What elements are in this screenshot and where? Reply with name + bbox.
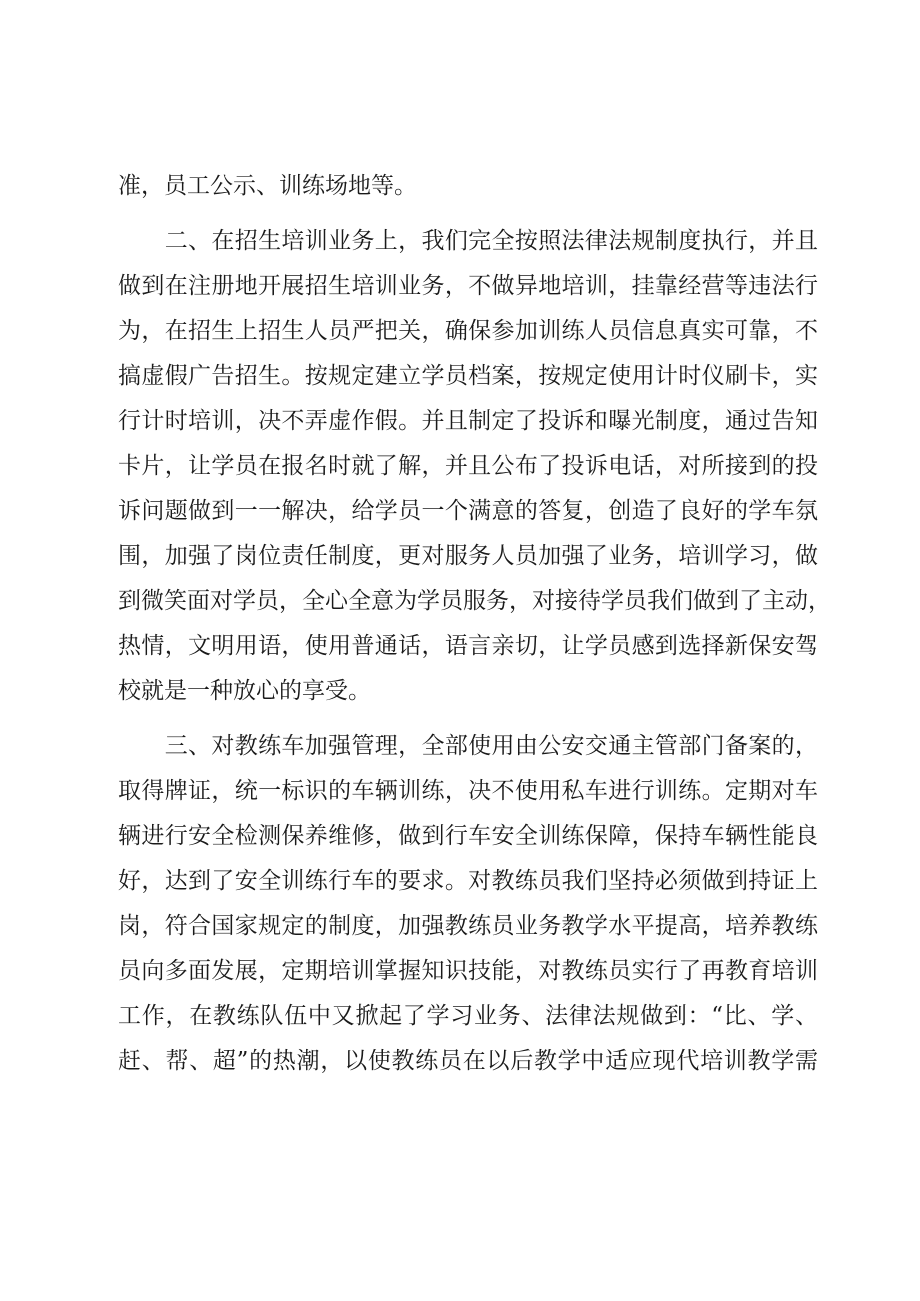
paragraph-gap [118,209,818,219]
paragraph-continuation [118,164,818,209]
paragraph-vehicle-management [118,724,818,1084]
paragraph-gap [118,714,818,724]
text-line: 岗，符合国家规定的制度，加强教练员业务教学水平提高，培养教练 [118,913,818,939]
text-line: 行计时培训，决不弄虚作假。并且制定了投诉和曝光制度，通过告知 [118,408,818,434]
text-line: 辆进行安全检测保养维修，做到行车安全训练保障，保持车辆性能良 [118,823,818,849]
text-line: 三、对教练车加强管理，全部使用由公安交通主管部门备案的， [118,733,818,759]
text-line: 准，员工公示、训练场地等。 [118,173,417,199]
text-line: 热情，文明用语，使用普通话，语言亲切，让学员感到选择新保安驾 [118,633,818,659]
text-line: 好，达到了安全训练行车的要求。对教练员我们坚持必须做到持证上 [118,868,818,894]
text-line: 赶、帮、超”的热潮，以使教练员在以后教学中适应现代培训教学需 [118,1048,818,1074]
paragraph-enrollment-training [118,219,831,714]
text-line: 校就是一种放心的享受。 [118,678,371,704]
text-line: 做到在注册地开展招生培训业务，不做异地培训，挂靠经营等违法行 [118,273,818,299]
text-line: 搞虚假广告招生。按规定建立学员档案，按规定使用计时仪刷卡，实 [118,363,818,389]
text-line: 为，在招生上招生人员严把关，确保参加训练人员信息真实可靠，不 [118,318,818,344]
text-line: 围，加强了岗位责任制度，更对服务人员加强了业务，培训学习，做 [118,543,818,569]
text-line: 取得牌证，统一标识的车辆训练，决不使用私车进行训练。定期对车 [118,778,818,804]
text-line: 到微笑面对学员，全心全意为学员服务，对接待学员我们做到了主动， [118,588,831,614]
text-line: 诉问题做到一一解决，给学员一个满意的答复，创造了良好的学车氛 [118,498,818,524]
document-body [118,164,831,1084]
text-line: 工作，在教练队伍中又掀起了学习业务、法律法规做到：“比、学、 [118,1003,818,1029]
text-line: 员向多面发展，定期培训掌握知识技能，对教练员实行了再教育培训 [118,958,818,984]
text-line: 卡片，让学员在报名时就了解，并且公布了投诉电话，对所接到的投 [118,453,818,479]
text-line: 二、在招生培训业务上，我们完全按照法律法规制度执行，并且 [118,228,818,254]
